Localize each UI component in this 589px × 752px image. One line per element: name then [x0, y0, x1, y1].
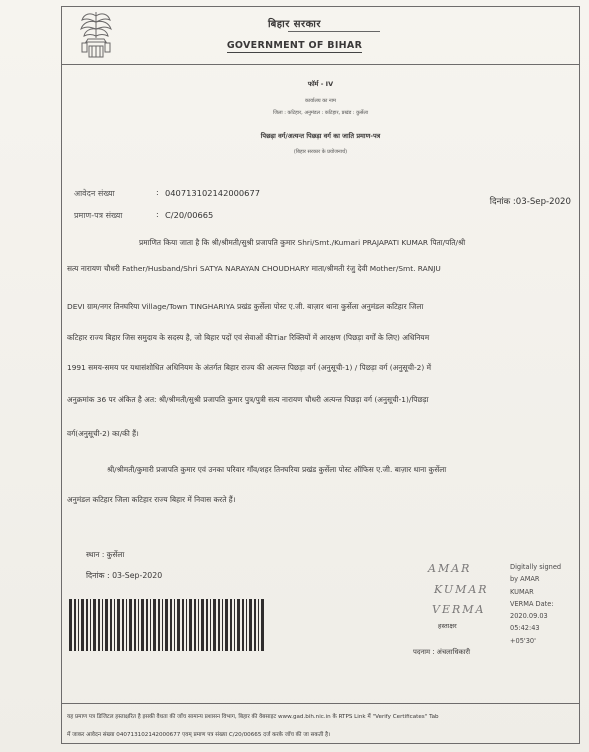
- barcode-bar: [177, 599, 180, 651]
- digital-signature-block: [510, 561, 561, 647]
- body-line: अनुक्रमांक 36 पर अंकित है अत: श्री/श्रीमती/सुश्री प्रजापति कुमार पुत्र/पुत्री सत्य नारायण चौधरी अत्यन्त पिछड़ा वर्ग (अनुसूची-1)/पिछड़ा: [67, 395, 429, 404]
- footer-divider: [61, 703, 580, 704]
- barcode-bar: [102, 599, 103, 651]
- barcode-bar: [122, 599, 124, 651]
- barcode-bar: [141, 599, 144, 651]
- signature-label: हस्ताक्षर: [438, 622, 457, 630]
- barcode-bar: [126, 599, 127, 651]
- header-rule: [288, 31, 380, 32]
- digital-signature-line: +05'30': [510, 636, 536, 645]
- header-hindi-title: बिहार सरकार: [268, 19, 321, 30]
- certificate-number-label: प्रमाण-पत्र संख्या: [74, 211, 123, 220]
- barcode-bar: [98, 599, 100, 651]
- digital-signature-line: 2020.09.03: [510, 612, 548, 621]
- barcode-bar: [261, 599, 264, 651]
- digital-signature-line: by AMAR: [510, 575, 540, 584]
- body-line: कटिहार राज्य बिहार जिस समुदाय के सदस्य है, जो बिहार पदों एवं सेवाओं कीTiar रिक्तियों में आरक्षण (पिछड़ा वर्गों के लिए) अधिनियम: [67, 333, 430, 342]
- footer-verification-line-2: में जाकर आवेदन संख्या 040713102142000677 एवम् प्रमाण पत्र संख्या C/20/00665 दर्ज करके जाँच की जा सकती है।: [67, 732, 331, 738]
- footer-verification-line-1: यह प्रमाण पत्र डिजिटल हस्ताक्षरित है इसकी वैधता की जाँच सामान्य प्रशासन विभाग, बिहार की वेबसाइट www.gad.bih.nic.in के RTPS Link में "Verify Certificates" Tab: [67, 714, 439, 720]
- barcode-bar: [230, 599, 232, 651]
- signature-name-2: KUMAR: [434, 583, 489, 596]
- colon: :: [156, 210, 159, 219]
- barcode-bar: [105, 599, 108, 651]
- digital-signature-line: KUMAR: [510, 587, 534, 596]
- barcode-bar: [110, 599, 112, 651]
- barcode-icon: [69, 599, 265, 651]
- issue-date: दिनांक :03-Sep-2020: [489, 197, 571, 207]
- body-line: DEVI ग्राम/नगर तिनघरिया Village/Town TINGHARIYA प्रखंड कुर्सेला पोस्ट ए.जी. बाज़ार थाना कुर्सेला अनुमंडल कटिहार जिला: [67, 302, 424, 311]
- barcode-bar: [189, 599, 192, 651]
- barcode-bar: [93, 599, 96, 651]
- body-line: प्रमाणित किया जाता है कि श्री/श्रीमती/सुश्री प्रजापति कुमार Shri/Smt./Kumari PRAJAPATI KUMAR पिता/पति/श्री: [139, 238, 466, 247]
- barcode-bar: [174, 599, 175, 651]
- barcode-bar: [194, 599, 196, 651]
- barcode-bar: [90, 599, 91, 651]
- barcode-bar: [213, 599, 216, 651]
- barcode-bar: [234, 599, 235, 651]
- barcode-bar: [81, 599, 84, 651]
- barcode-bar: [158, 599, 160, 651]
- barcode-bar: [182, 599, 184, 651]
- application-number-label: आवेदन संख्या: [74, 189, 115, 198]
- barcode-bar: [206, 599, 208, 651]
- barcode-bar: [165, 599, 168, 651]
- designation-text: पदनाम : अंचलाधिकारी: [413, 648, 471, 656]
- digital-signature-line: VERMA Date:: [510, 599, 554, 608]
- place-date-text: दिनांक : 03-Sep-2020: [86, 571, 163, 580]
- certificate-subtitle: (बिहार सरकार के प्रयोजनार्थ): [293, 149, 348, 155]
- barcode-bar: [138, 599, 139, 651]
- signature-name-3: VERMA: [432, 603, 486, 616]
- barcode-bar: [249, 599, 252, 651]
- barcode-bar: [237, 599, 240, 651]
- barcode-bar: [242, 599, 244, 651]
- body-line: 1991 समय-समय पर यथासंशोधित अधिनियम के अंतर्गत बिहार राज्य की अत्यन्त पिछड़ा वर्ग (अनुसूची-1) / पिछड़ा वर्ग (अनुसूची-2) में: [67, 363, 432, 372]
- barcode-bar: [74, 599, 76, 651]
- barcode-bar: [129, 599, 132, 651]
- barcode-bar: [170, 599, 172, 651]
- barcode-bar: [222, 599, 223, 651]
- office-address: जिला : कटिहार, अनुमंडल : कटिहार, प्रखंड : कुर्सेला: [272, 110, 369, 116]
- signature-name-1: AMAR: [428, 562, 472, 575]
- barcode-bar: [246, 599, 247, 651]
- barcode-bar: [86, 599, 88, 651]
- header-divider: [61, 64, 580, 65]
- certificate-number: C/20/00665: [165, 210, 214, 220]
- barcode-bar: [78, 599, 79, 651]
- barcode-bar: [134, 599, 136, 651]
- body-line: श्री/श्रीमती/कुमारी प्रजापति कुमार एवं उनका परिवार गाँव/शहर तिनघरिया प्रखंड कुर्सेला पोस्ट ऑफिस ए.जी. बाज़ार थाना कुर्सेला: [107, 465, 447, 474]
- application-number: 040713102142000677: [165, 188, 261, 198]
- barcode-bar: [186, 599, 187, 651]
- barcode-bar: [254, 599, 256, 651]
- barcode-bar: [258, 599, 259, 651]
- barcode-bar: [198, 599, 199, 651]
- body-line: वर्ग(अनुसूची-2) का/की हैं।: [67, 429, 139, 438]
- colon: :: [156, 188, 159, 197]
- barcode-bar: [153, 599, 156, 651]
- certificate-title: पिछड़ा वर्ग/अत्यन्त पिछड़ा वर्ग का जाति प्रमाण-पत्र: [260, 132, 381, 140]
- barcode-bar: [117, 599, 120, 651]
- barcode-bar: [69, 599, 72, 651]
- digital-signature-line: 05:42:43: [510, 624, 540, 633]
- barcode-bar: [162, 599, 163, 651]
- body-line: सत्य नारायण चौधरी Father/Husband/Shri SATYA NARAYAN CHOUDHARY माता/श्रीमती रंजु देवी Mother/Smt. RANJU: [67, 264, 441, 273]
- barcode-bar: [218, 599, 220, 651]
- barcode-bar: [225, 599, 228, 651]
- body-line: अनुमंडल कटिहार जिला कटिहार राज्य बिहार में निवास करते हैं।: [67, 495, 236, 504]
- barcode-bar: [114, 599, 115, 651]
- form-number: फॉर्म - IV: [307, 80, 334, 88]
- barcode-bar: [146, 599, 148, 651]
- header-english-title: GOVERNMENT OF BIHAR: [226, 40, 363, 51]
- place-text: स्थान : कुर्सेला: [86, 550, 125, 559]
- digital-signature-line: Digitally signed: [510, 563, 562, 571]
- barcode-bar: [201, 599, 204, 651]
- barcode-bar: [150, 599, 151, 651]
- barcode-bar: [210, 599, 211, 651]
- office-name: कार्यालय का नाम: [305, 98, 336, 104]
